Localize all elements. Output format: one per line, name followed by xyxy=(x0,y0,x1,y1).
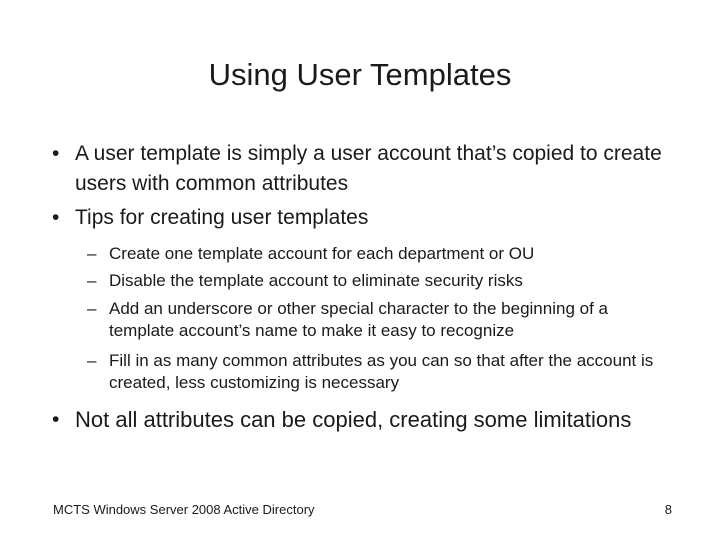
sub-bullet-marker: – xyxy=(87,244,97,263)
bullet-text: Not all attributes can be copied, creating some limitations xyxy=(75,407,632,432)
bullet-marker: • xyxy=(52,142,60,165)
sub-bullet-marker: – xyxy=(87,271,97,290)
sub-bullet-marker: – xyxy=(87,299,97,318)
bullet-marker: • xyxy=(52,206,60,229)
sub-bullet-text: Fill in as many common attributes as you can so that after the account is created, less customizing is necessary xyxy=(109,351,654,392)
bullet-text: Tips for creating user templates xyxy=(75,206,369,229)
bullet-marker: • xyxy=(52,408,60,431)
footer-page-number: 8 xyxy=(664,502,672,517)
sub-bullet-text: Create one template account for each department or OU xyxy=(109,244,535,263)
slide-title: Using User Templates xyxy=(208,57,512,92)
sub-bullet-marker: – xyxy=(87,351,97,370)
bullet-text: A user template is simply a user account that’s copied to create users with common attributes xyxy=(75,142,662,195)
sub-bullet-text: Disable the template account to eliminate security risks xyxy=(109,271,523,290)
footer-course-title: MCTS Windows Server 2008 Active Directory xyxy=(53,502,315,517)
sub-bullet-text: Add an underscore or other special character to the beginning of a template account’s name to make it easy to recognize xyxy=(109,299,608,340)
